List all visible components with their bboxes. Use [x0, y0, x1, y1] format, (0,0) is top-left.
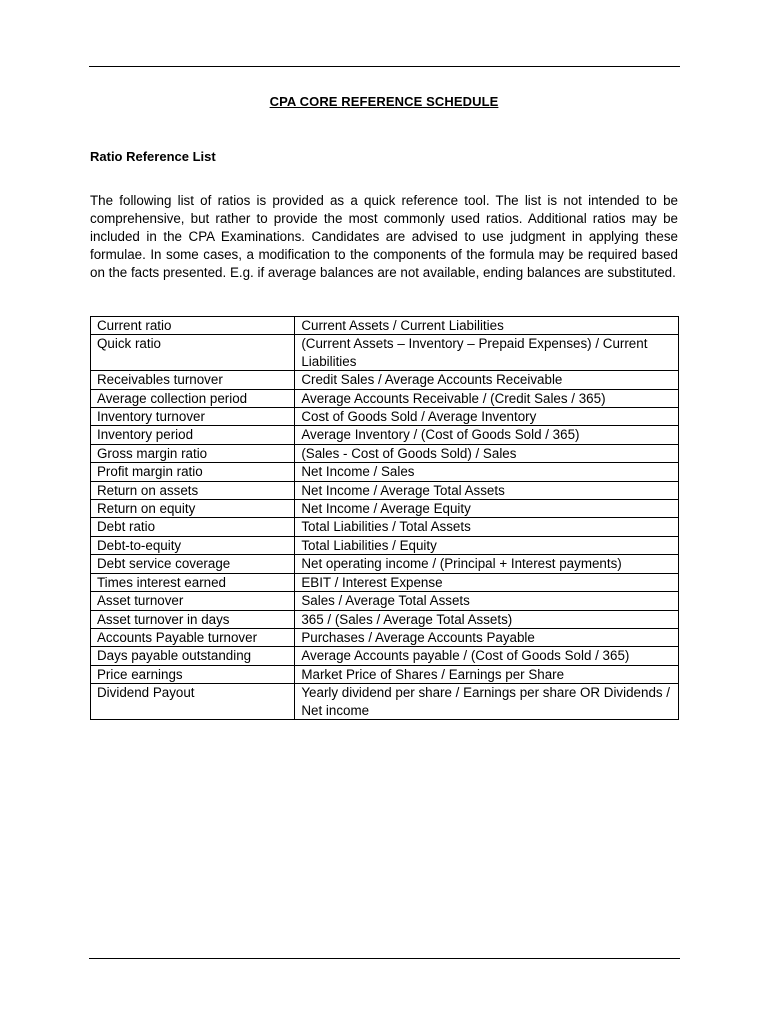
ratio-name: Dividend Payout	[91, 684, 295, 720]
ratio-table	[90, 316, 679, 720]
table-row	[91, 665, 679, 683]
ratio-name: Inventory turnover	[91, 408, 295, 426]
ratio-name: Accounts Payable turnover	[91, 628, 295, 646]
table-row	[91, 317, 679, 335]
ratio-formula: 365 / (Sales / Average Total Assets)	[295, 610, 679, 628]
ratio-name: Debt ratio	[91, 518, 295, 536]
ratio-formula: Net operating income / (Principal + Interest payments)	[295, 555, 679, 573]
header-rule	[89, 66, 680, 67]
ratio-name: Current ratio	[91, 317, 295, 335]
table-row	[91, 389, 679, 407]
table-row	[91, 335, 679, 371]
document-title: CPA CORE REFERENCE SCHEDULE	[269, 94, 499, 109]
ratio-name: Times interest earned	[91, 573, 295, 591]
ratio-formula: Net Income / Average Equity	[295, 500, 679, 518]
ratio-formula: Average Accounts payable / (Cost of Goods Sold / 365)	[295, 647, 679, 665]
table-row	[91, 536, 679, 554]
ratio-name: Return on equity	[91, 500, 295, 518]
ratio-formula: Average Accounts Receivable / (Credit Sales / 365)	[295, 389, 679, 407]
ratio-name: Days payable outstanding	[91, 647, 295, 665]
ratio-formula: Purchases / Average Accounts Payable	[295, 628, 679, 646]
ratio-formula: Current Assets / Current Liabilities	[295, 317, 679, 335]
ratio-name: Asset turnover in days	[91, 610, 295, 628]
ratio-name: Price earnings	[91, 665, 295, 683]
ratio-formula: Cost of Goods Sold / Average Inventory	[295, 408, 679, 426]
footer-rule	[89, 958, 680, 959]
table-row	[91, 573, 679, 591]
ratio-name: Debt service coverage	[91, 555, 295, 573]
ratio-name: Gross margin ratio	[91, 444, 295, 462]
table-row	[91, 518, 679, 536]
intro-paragraph: The following list of ratios is provided as a quick reference tool. The list is not intended to be comprehensive, but rather to provide the most commonly used ratios. Additional ratios may be included in the CPA Examinations. Candidates are advised to use judgment in applying these formulae. In some cases, a modification to the components of the formula may be required based on the facts presented. E.g. if average balances are not available, ending balances are substituted.	[90, 193, 678, 280]
ratio-formula: EBIT / Interest Expense	[295, 573, 679, 591]
table-row	[91, 628, 679, 646]
ratio-formula: Total Liabilities / Total Assets	[295, 518, 679, 536]
ratio-formula: Net Income / Sales	[295, 463, 679, 481]
ratio-formula: Average Inventory / (Cost of Goods Sold / 365)	[295, 426, 679, 444]
table-row	[91, 371, 679, 389]
ratio-formula: Yearly dividend per share / Earnings per share OR Dividends / Net income	[295, 684, 679, 720]
table-row	[91, 426, 679, 444]
section-heading: Ratio Reference List	[90, 149, 216, 164]
ratio-name: Debt-to-equity	[91, 536, 295, 554]
ratio-formula: (Current Assets – Inventory – Prepaid Expenses) / Current Liabilities	[295, 335, 679, 371]
ratio-name: Quick ratio	[91, 335, 295, 371]
ratio-table-body	[91, 317, 679, 720]
table-row	[91, 481, 679, 499]
ratio-name: Average collection period	[91, 389, 295, 407]
table-row	[91, 592, 679, 610]
ratio-name: Profit margin ratio	[91, 463, 295, 481]
table-row	[91, 444, 679, 462]
ratio-formula: Sales / Average Total Assets	[295, 592, 679, 610]
ratio-name: Return on assets	[91, 481, 295, 499]
table-row	[91, 408, 679, 426]
ratio-formula: Credit Sales / Average Accounts Receivable	[295, 371, 679, 389]
table-row	[91, 610, 679, 628]
table-row	[91, 463, 679, 481]
ratio-formula: Market Price of Shares / Earnings per Share	[295, 665, 679, 683]
ratio-name: Inventory period	[91, 426, 295, 444]
ratio-formula: Total Liabilities / Equity	[295, 536, 679, 554]
ratio-name: Receivables turnover	[91, 371, 295, 389]
table-row	[91, 500, 679, 518]
ratio-formula: Net Income / Average Total Assets	[295, 481, 679, 499]
table-row	[91, 684, 679, 720]
ratio-name: Asset turnover	[91, 592, 295, 610]
table-row	[91, 647, 679, 665]
ratio-formula: (Sales - Cost of Goods Sold) / Sales	[295, 444, 679, 462]
table-row	[91, 555, 679, 573]
